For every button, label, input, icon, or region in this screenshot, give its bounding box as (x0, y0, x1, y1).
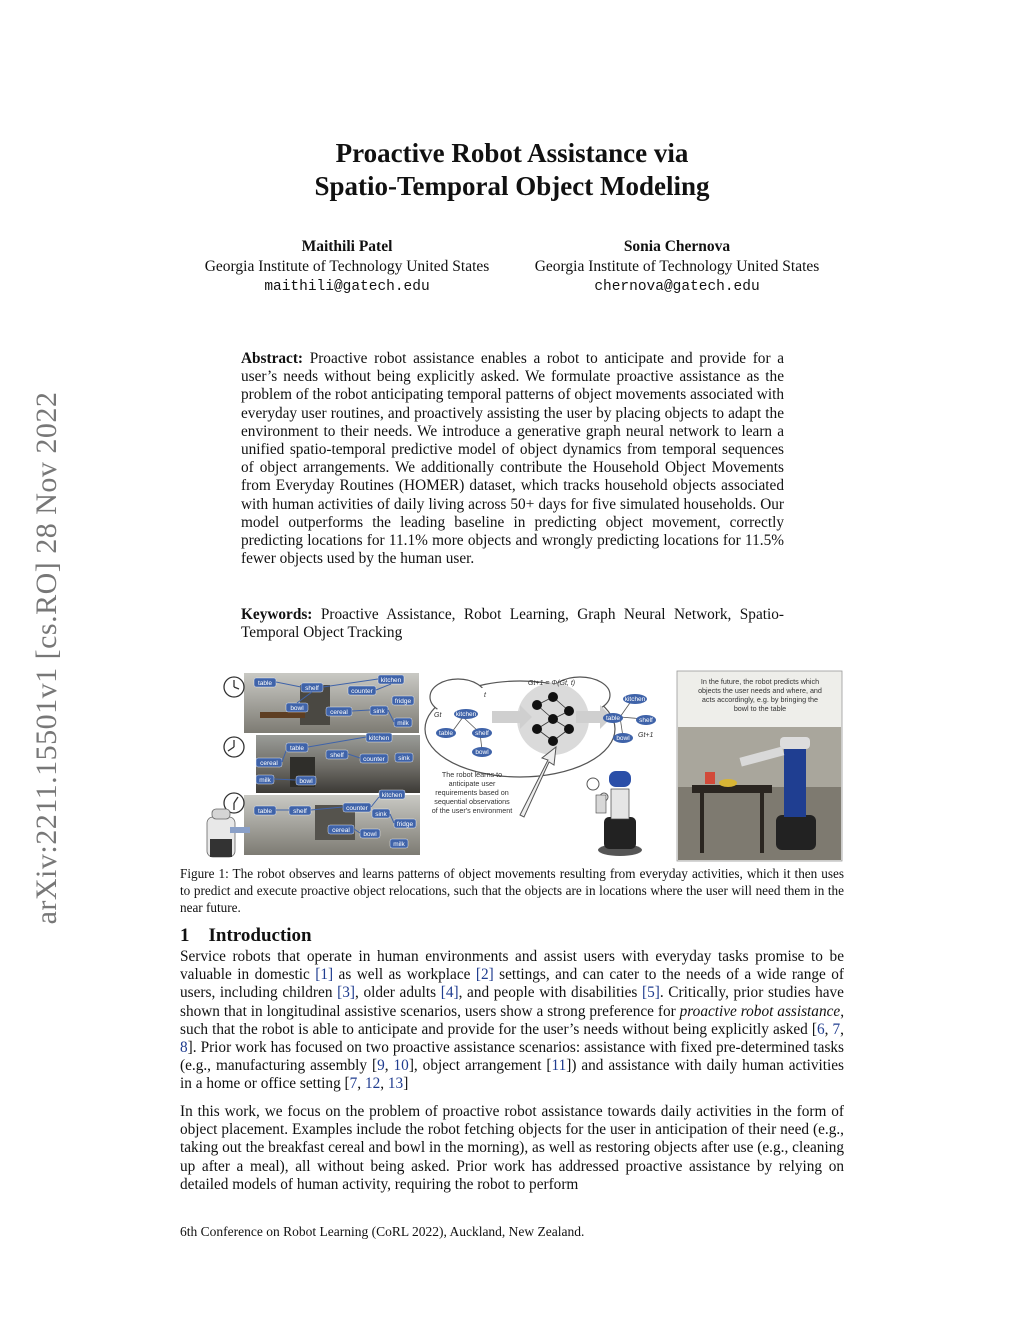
svg-text:Gt+1 = Φ(Gt, t): Gt+1 = Φ(Gt, t) (528, 680, 576, 687)
svg-text:shelf: shelf (639, 717, 653, 724)
svg-text:bowl: bowl (616, 735, 630, 742)
svg-text:objects the user needs and whe: objects the user needs and where, and (698, 686, 822, 695)
robot-middle-icon (596, 771, 642, 856)
svg-text:sink: sink (373, 708, 385, 715)
abstract: Abstract: Proactive robot assistance enables a robot to anticipate and provide for a user’s needs without being explicitly asked. We formulate proactive assistance as the problem of the robot anticipating temporal patterns of object movements associated with everyday user routines, and proactively assisting the user by placing objects to adapt the environment to their needs. We introduce a generative graph neural network to learn a unified spatio-temporal predictive model of object dynamics from temporal sequences of object arrangements. We additionally contribute the Household Object Movements from Everyday Routines (HOMER) dataset, which tracks household objects associated with human activities of daily living across 50+ days for five simulated households. Our model outperforms the leading baseline in predicting object movement, correctly predicting locations for 11.1% more objects and wrongly predicting locations for 11.5% fewer objects used by the human user. (241, 350, 784, 568)
svg-text:counter: counter (346, 805, 368, 812)
citation-link[interactable]: [1] (315, 966, 334, 984)
citation-link[interactable]: 7 (349, 1075, 358, 1093)
learn-note (432, 770, 512, 815)
svg-text:milk: milk (393, 841, 405, 848)
author-email[interactable]: chernova@gatech.edu (594, 279, 760, 295)
figure-1 (180, 667, 844, 863)
author-email[interactable]: maithili@gatech.edu (264, 279, 430, 295)
svg-text:sink: sink (375, 811, 387, 818)
svg-text:kitchen: kitchen (381, 792, 403, 799)
svg-text:t: t (484, 692, 486, 699)
intro-paragraph-1: Service robots that operate in human environments and assist users with everyday tasks promise to be valuable in domestic [1] as well as workplace [2] settings, and can cater to the needs of a wide range of users, including children [3], older adults [4], and people with disabilities [5]. Critically, prior studies have shown that in longitudinal assistive scenarios, users show a strong preference for proactive robot assistance, such that the robot is able to anticipate and provide for the user’s needs without being explicitly asked [6, 7, 8]. Prior work has focused on two proactive assistance scenarios: assistance with fixed pre-determined tasks (e.g., manufacturing assembly [9, 10], object arrangement [11]) and assistance with daily human activities in a home or office setting [7, 12, 13] (180, 948, 845, 1093)
section-heading: 1 Introduction (180, 925, 312, 946)
citation-link[interactable]: [3] (337, 984, 355, 1002)
svg-text:shelf: shelf (293, 808, 307, 815)
svg-text:Gt: Gt (434, 712, 442, 719)
svg-text:cereal: cereal (332, 827, 350, 834)
svg-text:bowl to the table: bowl to the table (733, 704, 787, 713)
svg-text:In the future, the robot predi: In the future, the robot predicts which (700, 677, 820, 686)
author-affiliation: Georgia Institute of Technology United States (204, 258, 490, 275)
svg-text:The robot learns to: The robot learns to (441, 770, 503, 779)
author-block-1 (182, 237, 512, 297)
svg-text:shelf: shelf (475, 730, 489, 737)
svg-text:of the user's environment: of the user's environment (431, 806, 513, 815)
author-block-2 (512, 237, 842, 297)
svg-text:table: table (438, 730, 454, 737)
author-name: Maithili Patel (301, 238, 393, 255)
robot-observer-icon (207, 809, 250, 857)
svg-text:sink: sink (398, 755, 410, 762)
author-affiliation: Georgia Institute of Technology United States (534, 258, 820, 275)
svg-text:fridge: fridge (394, 698, 412, 705)
svg-text:shelf: shelf (330, 752, 344, 759)
svg-text:fridge: fridge (396, 821, 414, 828)
keywords: Keywords: Proactive Assistance, Robot Learning, Graph Neural Network, Spatio-Temporal Object Tracking (241, 606, 784, 642)
svg-text:table: table (605, 715, 621, 722)
citation-link[interactable]: [5] (641, 984, 660, 1002)
intro-paragraph-2: In this work, we focus on the problem of proactive robot assistance towards daily activities in the form of object placement. Examples include the robot fetching objects for the user in anticipation of their need (e.g., taking out the breakfast cereal and bowl in the morning), as well as restoring objects after use (e.g., cleaning up after a meal), all without being asked. Prior work has addressed proactive assistance by relying on detailed models of human activity, requiring the robot to perform (180, 1103, 844, 1193)
citation-link[interactable]: 10 (393, 1057, 409, 1075)
figure-1-illustration (180, 667, 844, 863)
svg-text:acts accordingly, e.g. by brin: acts accordingly, e.g. by bringing the (701, 695, 819, 704)
svg-text:cereal: cereal (330, 709, 348, 716)
figure-caption: Figure 1: The robot observes and learns patterns of object movements resulting from everyday activities, which it then uses to predict and execute proactive object relocations, such that the objects are in locations where the user will need them in the near future. (180, 866, 844, 915)
citation-link[interactable]: 13 (387, 1075, 404, 1093)
svg-text:table: table (257, 680, 273, 687)
svg-text:bowl: bowl (363, 831, 377, 838)
svg-text:kitchen: kitchen (455, 711, 477, 718)
svg-text:shelf: shelf (305, 685, 319, 692)
svg-text:bowl: bowl (299, 778, 313, 785)
citation-link[interactable]: 7 (832, 1020, 841, 1038)
svg-text:requirements based on: requirements based on (435, 788, 509, 797)
citation-link[interactable]: [4] (440, 984, 459, 1002)
svg-text:table: table (257, 808, 273, 815)
svg-text:cereal: cereal (260, 760, 278, 767)
citation-link[interactable]: [2] (475, 966, 494, 984)
citation-link[interactable]: 8 (180, 1039, 188, 1057)
svg-text:kitchen: kitchen (380, 677, 402, 684)
svg-text:Gt+1: Gt+1 (638, 732, 654, 739)
svg-text:counter: counter (363, 756, 385, 763)
svg-text:milk: milk (259, 777, 271, 784)
author-name: Sonia Chernova (623, 238, 731, 255)
svg-text:milk: milk (397, 720, 409, 727)
paper-title: Proactive Robot Assistance via Spatio-Temporal Object Modeling (314, 138, 710, 201)
conference-footer: 6th Conference on Robot Learning (CoRL 2022), Auckland, New Zealand. (180, 1224, 585, 1239)
citation-link[interactable]: 6 (816, 1020, 825, 1038)
svg-text:bowl: bowl (290, 705, 304, 712)
citation-link[interactable]: 12 (364, 1075, 381, 1093)
citation-link[interactable]: 11 (551, 1057, 567, 1075)
clock-icon (224, 677, 244, 813)
svg-text:bowl: bowl (475, 749, 489, 756)
arxiv-identifier: arXiv:2211.15501v1 [cs.RO] 28 Nov 2022 (30, 391, 63, 924)
svg-text:table: table (289, 745, 305, 752)
citation-link[interactable]: 9 (377, 1057, 385, 1075)
svg-text:kitchen: kitchen (624, 696, 646, 703)
svg-text:kitchen: kitchen (368, 735, 390, 742)
svg-text:counter: counter (351, 688, 373, 695)
svg-text:sequential observations: sequential observations (434, 797, 510, 806)
svg-text:anticipate user: anticipate user (448, 779, 496, 788)
